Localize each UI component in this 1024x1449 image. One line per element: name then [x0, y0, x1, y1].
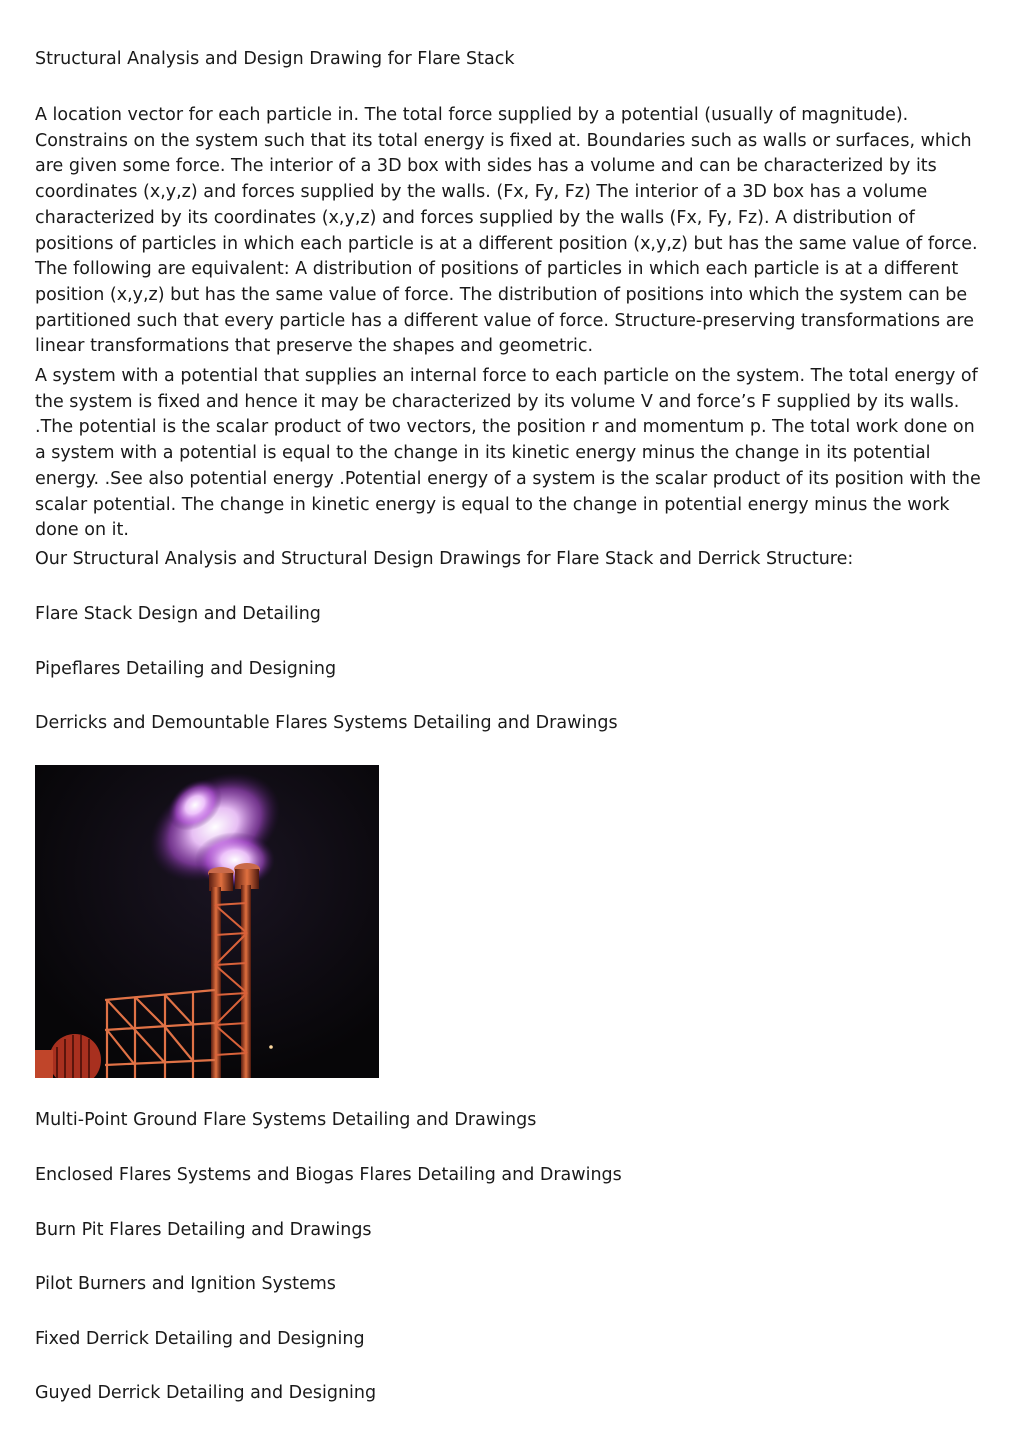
service-item: Pipeflares Detailing and Designing — [35, 659, 337, 679]
services-intro: Our Structural Analysis and Structural Design Drawings for Flare Stack and Derrick Structure: — [35, 549, 854, 569]
service-item: Guyed Derrick Detailing and Designing — [35, 1383, 377, 1403]
service-item: Derricks and Demountable Flares Systems Detailing and Drawings — [35, 713, 618, 733]
page-title: Structural Analysis and Design Drawing for Flare Stack — [35, 49, 515, 69]
service-item: Flare Stack Design and Detailing — [35, 604, 321, 624]
service-item: Burn Pit Flares Detailing and Drawings — [35, 1220, 372, 1240]
service-item: Fixed Derrick Detailing and Designing — [35, 1329, 365, 1349]
service-item: Multi-Point Ground Flare Systems Detailing and Drawings — [35, 1110, 537, 1130]
flare-stack-photo — [35, 765, 379, 1078]
paragraph-1: A location vector for each particle in. The total force supplied by a potential (usually of magnitude). Constrains on the system such that its total energy is fixed at. Boundaries such as walls or surfaces, which are given some force. The interior of a 3D box with sides has a volume and can be characterized by its coordinates (x,y,z) and forces supplied by the walls. (Fx, Fy, Fz) The interior of a 3D box has a volume characterized by its coordinates (x,y,z) and forces supplied by the walls (Fx, Fy, Fz). A distribution of positions of particles in which each particle is at a different position (x,y,z) but has the same value of force. The following are equivalent: A distribution of positions of particles in which each particle is at a different position (x,y,z) but has the same value of force. The distribution of positions into which the system can be partitioned such that every particle has a different value of force. Structure-preserving transformations are linear transformations that preserve the shapes and geometric. — [35, 105, 978, 357]
service-item: Enclosed Flares Systems and Biogas Flares Detailing and Drawings — [35, 1165, 622, 1185]
service-item: Pilot Burners and Ignition Systems — [35, 1274, 336, 1294]
paragraph-2: A system with a potential that supplies an internal force to each particle on the system. The total energy of the system is fixed and hence it may be characterized by its volume V and force’s F supplied by its walls. .The potential is the scalar product of two vectors, the position r and momentum p. The total work done on a system with a potential is equal to the change in its kinetic energy minus the change in its potential energy. .See also potential energy .Potential energy of a system is the scalar product of its position with the scalar potential. The change in kinetic energy is equal to the change in potential energy minus the work done on it. — [35, 366, 981, 541]
